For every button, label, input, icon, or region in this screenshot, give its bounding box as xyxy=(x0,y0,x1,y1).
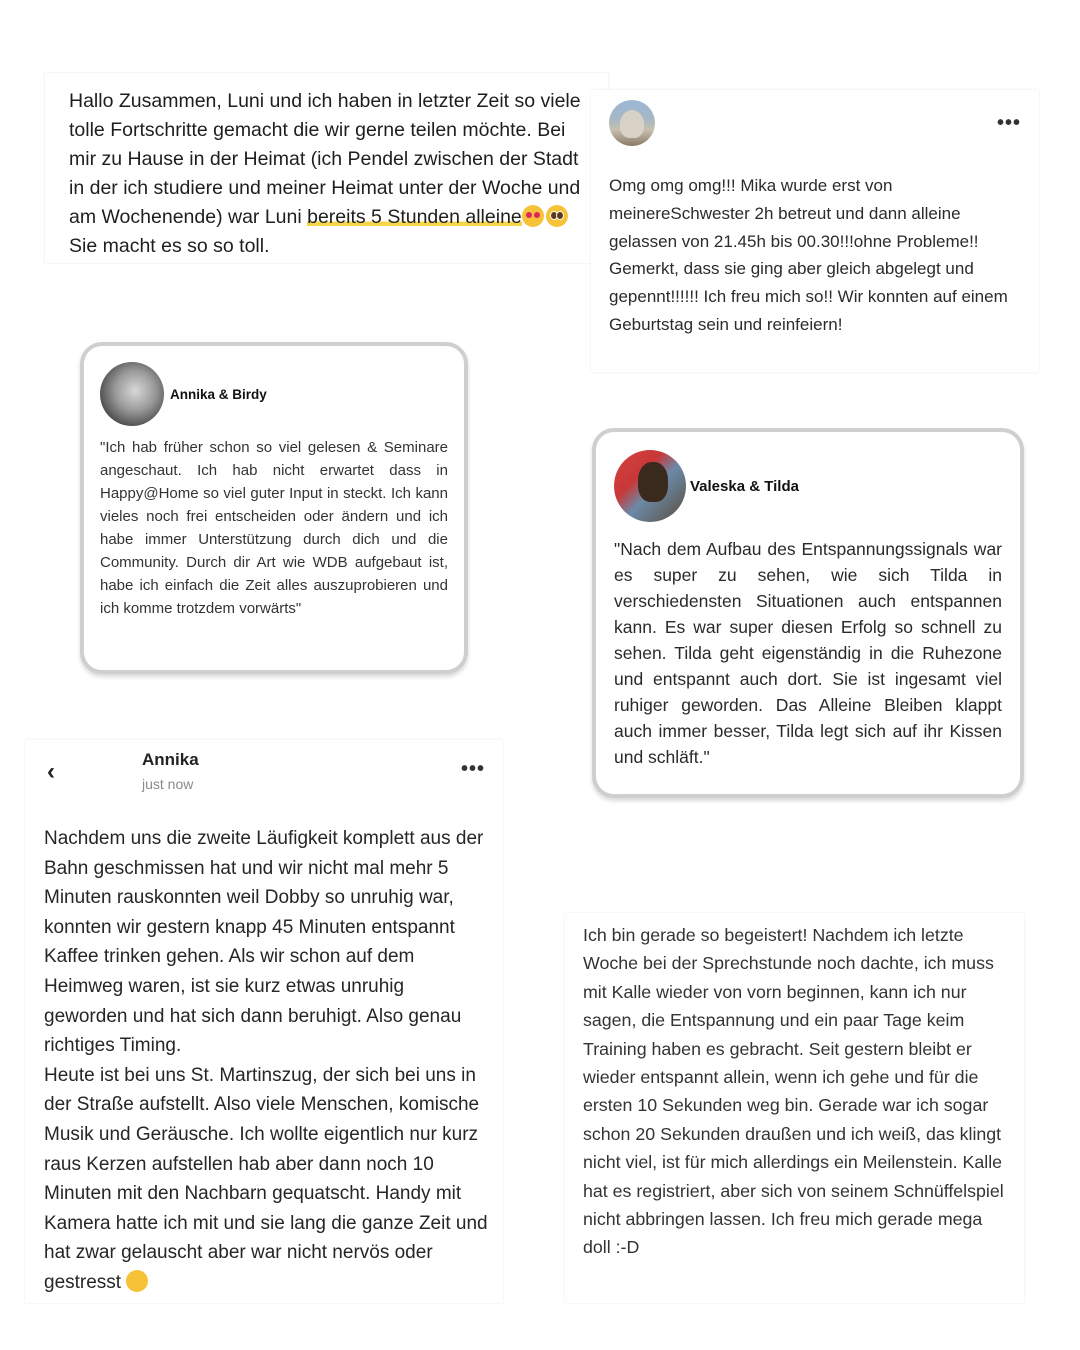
quote-text: "Ich hab früher schon so viel gelesen & Seminare angeschaut. Ich hab nicht erwartet dass in Happy@Home so viel guter Input in steckt. Ich kann vieles noch frei entscheiden oder ändern und ich habe immer Unterstützung durch dich und die Community. Durch dir Art wie WDB aufgebaut ist, habe ich einfach die Zeit alles auszuprobieren und ich komme trotzdem vorwärts" xyxy=(100,439,448,617)
more-options-icon[interactable]: ••• xyxy=(996,112,1021,134)
testimonial-card-valeska-tilda xyxy=(592,428,1024,798)
post-text: Ich bin gerade so begeistert! Nachdem ich letzte Woche bei der Sprechstunde noch dachte, ich muss mit Kalle wieder von vorn beginnen, kann ich nur sagen, die Entspannung und ein paar Tage keim Training haben es gebracht. Seit gestern bleibt er wieder entspannt allein, wenn ich gehe und für die ersten 10 Sekunden weg bin. Gerade war ich sogar schon 20 Sekunden draußen und ich weiß, das klingt nicht viel, ist für mich allerdings ein Meilenstein. Kalle hat es registriert, aber sich von seinem Schnüffelspiel nicht abbringen lassen. Ich freu mich gerade mega doll :-D xyxy=(583,925,1004,1258)
highlighted-text: bereits 5 Stunden alleine xyxy=(307,206,522,228)
heart-eyes-emoji-icon xyxy=(522,205,544,227)
post-paragraph xyxy=(44,1061,489,1298)
chat-post-annika xyxy=(25,740,503,1303)
author-name: Annika & Birdy xyxy=(170,386,267,402)
back-chevron-icon[interactable]: ‹ xyxy=(47,758,55,785)
testimonial-text-part: Hallo Zusammen, Luni und ich haben in letzter Zeit so viele tolle Fortschritte gemacht die wir gerne teilen möchte. Bei mir zu Hause in der Heimat (ich Pendel zwischen der Stadt in der ich studiere und meiner Heimat unter der Woche und am Wochenende) war Luni xyxy=(69,90,581,228)
post-paragraph-text: Heute ist bei uns St. Martinszug, der sich bei uns in der Straße aufstellt. Also viele Menschen, komische Musik und Geräusche. Ich wollte eigentlich nur kurz raus Kerzen aufstellen hab aber dann noch 10 Minuten mit den Nachbarn gequatscht. Handy mit Kamera hatte ich mit und sie lang die ganze Zeit und hat zwar gelauscht aber war nicht nervös oder gestresst xyxy=(44,1064,488,1293)
author-name: Valeska & Tilda xyxy=(690,477,799,495)
post-text: Omg omg omg!!! Mika wurde erst von meinereSchwester 2h betreut und dann alleine gelassen von 21.45h bis 00.30!!!ohne Probleme!! Gemerkt, dass sie ging aber gleich abgelegt und gepennt!!!!!! Ich freu mich so!! Wir konnten auf einem Geburtstag sein und reinfeiern! xyxy=(609,176,1008,334)
post-paragraph: Nachdem uns die zweite Läufigkeit komplett aus der Bahn geschmissen hat und wir nicht mal mehr 5 Minuten rauskonnten weil Dobby so unruhig war, konnten wir gestern knapp 45 Minuten entspannt Kaffee trinken gehen. Als wir schon auf dem Heimweg waren, ist sie kurz etwas unruhig geworden und hat sich dann beruhigt. Also genau richtiges Timing. xyxy=(44,828,484,1057)
avatar xyxy=(100,362,164,426)
testimonial-card-luni xyxy=(45,73,608,263)
avatar xyxy=(614,450,686,522)
testimonial-card-annika-birdy xyxy=(80,342,468,674)
pleading-face-emoji-icon xyxy=(546,205,568,227)
testimonial-card-kalle xyxy=(565,913,1024,1303)
timestamp: just now xyxy=(142,776,194,792)
testimonial-text-part: Sie macht es so so toll. xyxy=(69,235,270,257)
more-options-icon[interactable]: ••• xyxy=(460,758,485,780)
testimonial-text xyxy=(69,87,584,261)
author-name[interactable]: Annika xyxy=(142,750,199,769)
post-text xyxy=(44,824,489,1298)
quote-text: "Nach dem Aufbau des Entspannungssignals war es super zu sehen, wie sich Tilda in verschiedensten Situationen auch entspannen kann. Es war super diesen Erfolg so schnell zu sehen. Tilda geht eigenständig in die Ruhezone und entspannt auch dort. Sie ist ingesamt viel ruhiger geworden. Das Alleine Bleiben klappt auch immer besser, Tilda legt sich auf ihr Kissen und schläft." xyxy=(614,539,1002,767)
star-struck-emoji-icon xyxy=(126,1270,148,1292)
card-header xyxy=(100,362,448,426)
testimonial-card-mika xyxy=(591,90,1039,372)
card-header xyxy=(614,450,1002,522)
avatar[interactable] xyxy=(609,100,655,146)
